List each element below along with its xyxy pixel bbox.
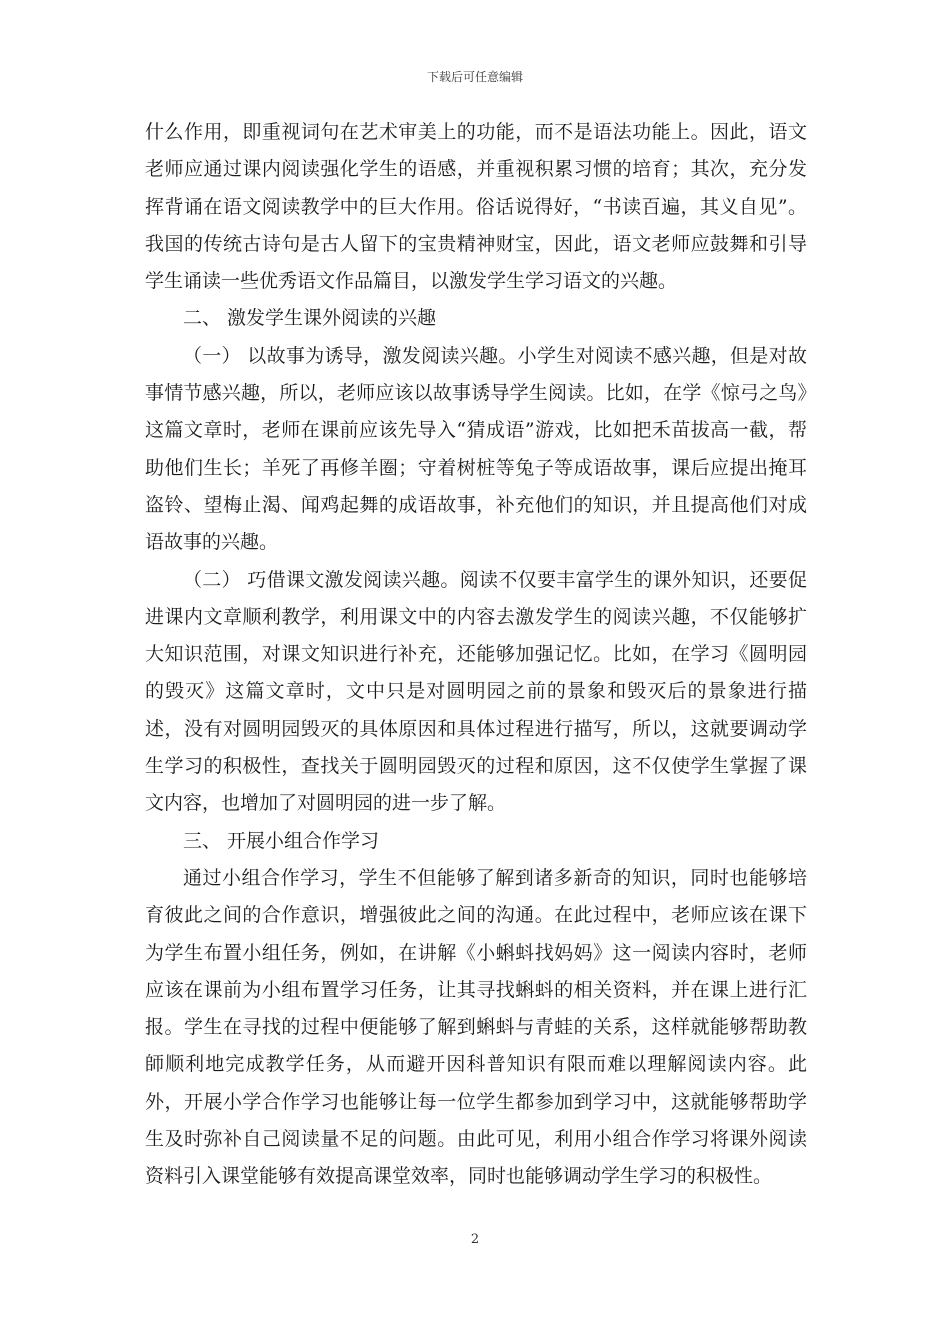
paragraph-story-interest: （一） 以故事为诱导，激发阅读兴趣。小学生对阅读不感兴趣，但是对故事情节感兴趣，所以，老师应该以故事诱导学生阅读。比如，在学《惊弓之鸟》这篇文章时，老师在课前应该先导入“猜成语”游戏，比如把禾苗拔高一截，帮助他们生长；羊死了再修羊圈；守着树桩等兔子等成语故事，课后应提出掩耳盗铃、望梅止渴、闻鸡起舞的成语故事，补充他们的知识，并且提高他们对成语故事的兴趣。 bbox=[145, 344, 807, 554]
section-heading-3: 三、 开展小组合作学习 bbox=[183, 829, 380, 852]
document-body bbox=[145, 114, 807, 1196]
paragraph-textbook-interest: （二） 巧借课文激发阅读兴趣。阅读不仅要丰富学生的课外知识，还要促进课内文章顺利教学，利用课文中的内容去激发学生的阅读兴趣，不仅能够扩大知识范围，对课文知识进行补充，还能够加强记忆。比如，在学习《圆明园的毁灭》这篇文章时，文中只是对圆明园之前的景象和毁灭后的景象进行描述，没有对圆明园毁灭的具体原因和具体过程进行描写，所以，这就要调动学生学习的积极性，查找关于圆明园毁灭的过程和原因，这不仅使学生掌握了课文内容，也增加了对圆明园的进一步了解。 bbox=[145, 568, 807, 815]
paragraph-continuation: 什么作用，即重视词句在艺术审美上的功能，而不是语法功能上。因此，语文老师应通过课内阅读强化学生的语感，并重视积累习惯的培育；其次，充分发挥背诵在语文阅读教学中的巨大作用。俗话说得好，“书读百遍，其义自见”。我国的传统古诗句是古人留下的宝贵精神财宝，因此，语文老师应鼓舞和引导学生诵读一些优秀语文作品篇目，以激发学生学习语文的兴趣。 bbox=[145, 121, 807, 293]
page-header: 下载后可任意编辑 bbox=[426, 70, 523, 84]
paragraph-group-learning: 通过小组合作学习，学生不但能够了解到诸多新奇的知识，同时也能够培育彼此之间的合作意识，增强彼此之间的沟通。在此过程中，老师应该在课下为学生布置小组任务，例如，在讲解《小蝌蚪找妈妈》这一阅读内容时，老师应该在课前为小组布置学习任务，让其寻找蝌蚪的相关资料，并在课上进行汇报。学生在寻找的过程中便能够了解到蝌蚪与青蛙的关系，这样就能够帮助教師顺利地完成教学任务，从而避开因科普知识有限而难以理解阅读内容。此外，开展小学合作学习也能够让每一位学生都参加到学习中，这就能够帮助学生及时弥补自己阅读量不足的问题。由此可见，利用小组合作学习将课外阅读资料引入课堂能够有效提高课堂效率，同时也能够调动学生学习的积极性。 bbox=[145, 866, 807, 1188]
page-number: 2 bbox=[470, 1232, 480, 1247]
section-heading-2: 二、 激发学生课外阅读的兴趣 bbox=[183, 307, 437, 330]
